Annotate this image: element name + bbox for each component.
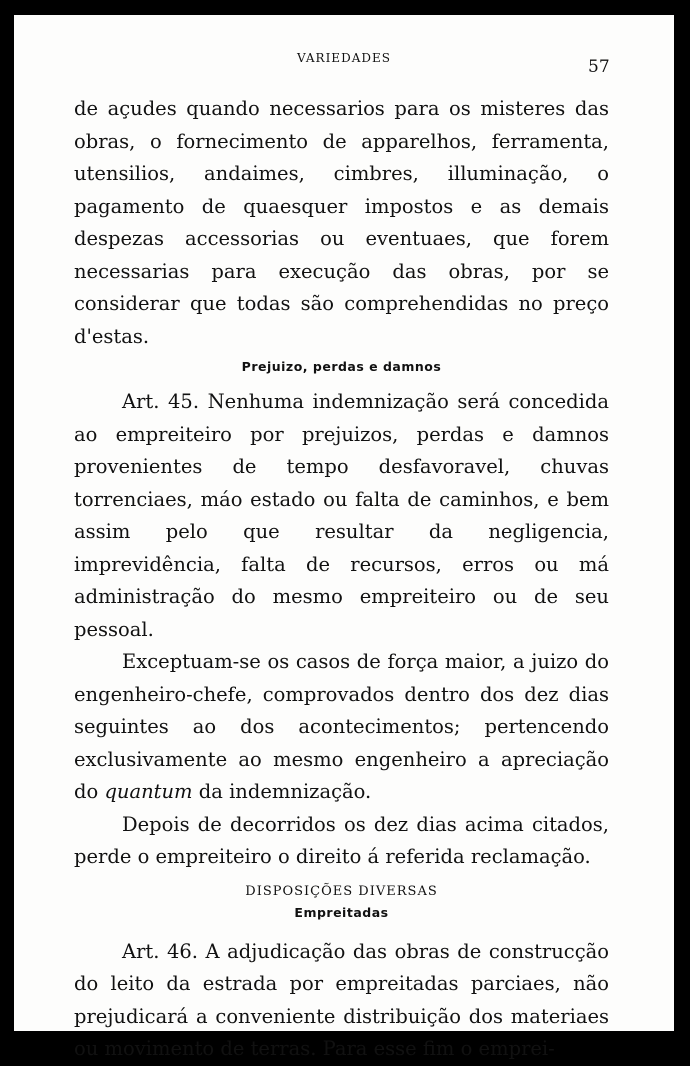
heading-prejuizo: Prejuizo, perdas e damnos xyxy=(241,359,442,374)
page-number: 57 xyxy=(588,57,610,77)
article-45: Art. 45. Nenhuma indemnização será concedida ao empreiteiro por prejuizos, perdas e damnos provenientes de tempo desfavoravel, chuvas torrenciaes, máo estado ou falta de caminhos, e bem assim pelo que resultar da negligencia, imprevidência, falta de recursos, erros ou má administração do mesmo empreiteiro ou de seu pessoal. xyxy=(74,390,609,641)
section-heading: DISPOSIÇÕES DIVERSAS xyxy=(245,883,438,899)
exceptions-text: Exceptuam-se os casos de força maior, a juizo do engenheiro-chefe, comprovados dentro dos dez dias seguintes ao dos acontecimentos; pertencendo exclusivamente ao mesmo engenheiro a apreciação do xyxy=(74,650,609,803)
sub-heading-empreitadas: Empreitadas xyxy=(294,904,389,920)
article-46: Art. 46. A adjudicação das obras de construcção do leito da estrada por empreitadas parciaes, não prejudicará a conveniente distribuição dos materiaes ou movimento de terras. Para esse fim o emprei- xyxy=(74,939,609,1060)
paragraph-deadline: Depois de decorridos os dez dias acima citados, perde o empreiteiro o direito á referida reclamação. xyxy=(74,812,609,868)
paragraph-exceptions xyxy=(74,646,609,809)
exceptions-text-end: da indemnização. xyxy=(198,780,372,803)
running-title: VARIEDADES xyxy=(297,51,391,65)
body-text xyxy=(74,93,609,1066)
book-page xyxy=(14,15,674,1060)
quantum-italic: quantum xyxy=(104,780,193,803)
paragraph-continuation: de açudes quando necessarios para os misteres das obras, o fornecimento de apparelhos, ferramenta, utensilios, andaimes, cimbres, illuminação, o pagamento de quaesquer impostos e as demais despezas accessorias ou eventuaes, que forem necessarias para execução das obras, por se considerar que todas são comprehendidas no preço d'estas. xyxy=(74,97,609,348)
